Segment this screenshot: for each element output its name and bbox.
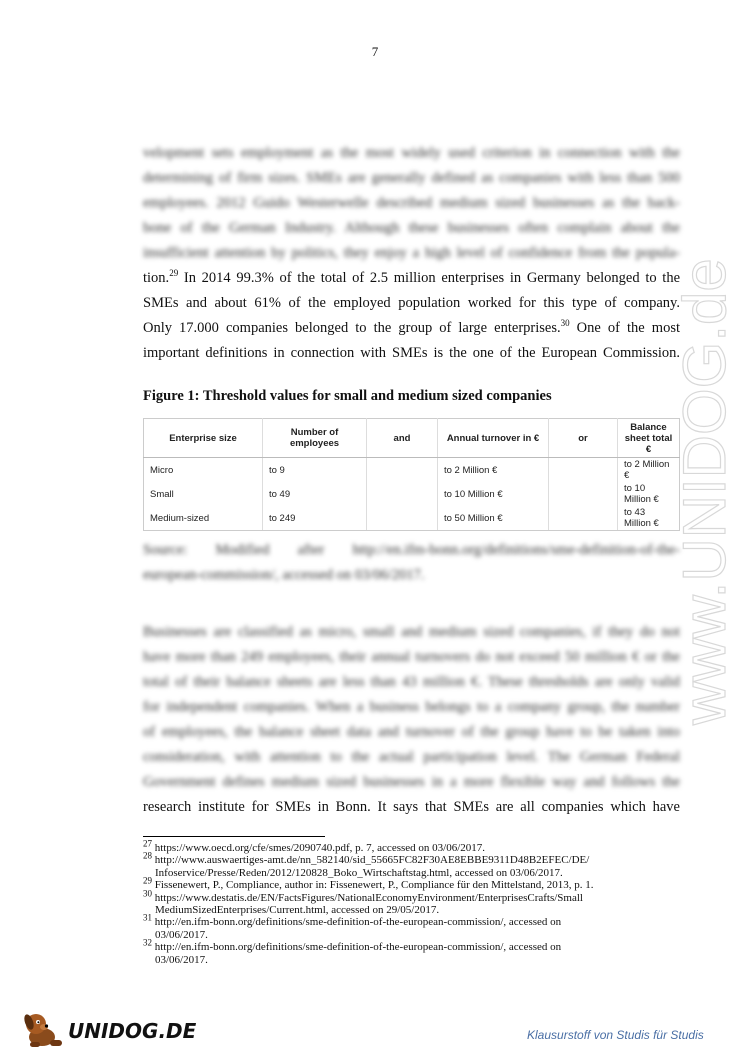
threshold-table bbox=[143, 418, 680, 531]
unidog-logo bbox=[22, 1010, 197, 1050]
table-header: Balance sheet total € bbox=[618, 419, 680, 458]
table-cell: to 249 bbox=[263, 506, 367, 531]
text-fragment: tion. bbox=[143, 270, 170, 286]
paragraph-2 bbox=[143, 620, 680, 820]
table-cell bbox=[549, 458, 618, 483]
table-cell: to 2 Million € bbox=[624, 459, 670, 481]
footnote-continuation: MediumSizedEnterprises/Current.html, accessed on 29/05/2017. bbox=[155, 904, 440, 917]
table-row bbox=[144, 482, 680, 506]
footnote-text: http://en.ifm-bonn.org/definitions/sme-definition-of-the-european-commission/, accessed on bbox=[154, 941, 562, 954]
table-cell: Small bbox=[144, 482, 263, 506]
table-cell: Micro bbox=[144, 458, 263, 483]
table-cell: to 49 bbox=[263, 482, 367, 506]
footnote-ref: 30 bbox=[560, 318, 570, 329]
text-fragment: Only 17.000 companies belonged to the group of large enterprises. bbox=[143, 320, 561, 336]
footnote-continuation: Infoservice/Presse/Reden/2012/120828_Boko_Wirtschaftstag.html, accessed on 03/06/2017. bbox=[155, 866, 563, 879]
footnote-number: 30 bbox=[143, 887, 152, 898]
table-cell bbox=[549, 482, 618, 506]
figure-title: Figure 1: Threshold values for small and medium sized companies bbox=[143, 388, 552, 404]
footnote-number: 28 bbox=[143, 850, 152, 861]
table-row bbox=[144, 506, 680, 531]
table-row bbox=[144, 458, 680, 483]
footnote-number: 31 bbox=[143, 912, 152, 923]
blurred-line: for independent companies. When a business belongs to a company group, the number bbox=[143, 699, 680, 715]
table-cell bbox=[367, 458, 438, 483]
table-cell: to 50 Million € bbox=[438, 506, 549, 531]
blurred-line: european-commission/, accessed on 03/06/2017. bbox=[143, 567, 425, 583]
footnote-continuation: 03/06/2017. bbox=[155, 953, 208, 966]
table-header: Annual turnover in € bbox=[438, 419, 549, 458]
footnote bbox=[143, 875, 683, 892]
logo-text: UNIDOG.DE bbox=[68, 1019, 197, 1043]
table-cell: to 43 Million € bbox=[618, 506, 680, 531]
footnote-text: Fissenewert, P., Compliance, author in: Fissenewert, P., Compliance für den Mittelstand, 2013, p. 1. bbox=[154, 879, 594, 892]
paragraph-1 bbox=[143, 141, 680, 366]
table-cell: Medium-sized bbox=[144, 506, 263, 531]
table-header-row bbox=[144, 419, 680, 458]
blurred-line: consideration, with attention to the actual participation level. The German Federal bbox=[143, 749, 680, 765]
table-cell: to 2 Million € bbox=[438, 458, 549, 483]
table-cell bbox=[367, 482, 438, 506]
blurred-line: determining of firm sizes. SMEs are generally defined as companies with less than 500 bbox=[143, 170, 680, 186]
table-cell bbox=[549, 506, 618, 531]
blurred-line: Source: Modified after http://en.ifm-bonn.org/definitions/sme-definition-of-the- bbox=[143, 542, 680, 558]
footnote-continuation: 03/06/2017. bbox=[155, 928, 208, 941]
footnote-text: http://www.auswaertiges-amt.de/nn_582140/sid_55665FC82F30AE8EBBE9311D48B2EFEC/DE/ bbox=[154, 854, 590, 867]
blurred-line: of employees, the balance sheet data and turnover of the group have to be taken into bbox=[143, 724, 680, 740]
tagline: Klausurstoff von Studis für Studis bbox=[527, 1028, 704, 1042]
footnote-text: http://en.ifm-bonn.org/definitions/sme-definition-of-the-european-commission/, accessed on bbox=[154, 916, 562, 929]
footnote bbox=[143, 887, 683, 917]
text-fragment: In 2014 99.3% of the total of 2.5 million enterprises in Germany belonged to the bbox=[183, 270, 681, 286]
figure-source bbox=[143, 538, 680, 588]
footnote-ref: 29 bbox=[169, 268, 179, 279]
table-cell: to 9 bbox=[263, 458, 367, 483]
footnote-number: 29 bbox=[143, 875, 152, 886]
table-header: Enterprise size bbox=[144, 419, 263, 458]
text-line bbox=[143, 266, 680, 291]
footnote-number: 32 bbox=[143, 937, 152, 948]
footnote bbox=[143, 850, 683, 879]
footnote bbox=[143, 912, 683, 941]
footnotes bbox=[143, 838, 683, 966]
text-line: important definitions in connection with SMEs is the one of the European Commission. bbox=[143, 345, 680, 361]
blurred-line: velopment sets employment as the most widely used criterion in connection with the bbox=[143, 145, 680, 161]
footnote-divider bbox=[143, 836, 325, 837]
blurred-line: employees. 2012 Guido Westerwelle described medium sized businesses as the back- bbox=[143, 195, 680, 211]
table-cell bbox=[367, 506, 438, 531]
table-header: and bbox=[367, 419, 438, 458]
text-fragment: One of the most bbox=[576, 320, 680, 336]
text-line: SMEs and about 61% of the employed population worked for this type of company. bbox=[143, 295, 680, 311]
text-line bbox=[143, 316, 680, 341]
table-header: or bbox=[549, 419, 618, 458]
blurred-line: Government defines medium sized businesses in a more flexible way and follows the bbox=[143, 774, 680, 790]
watermark-text: www.UNIDOG.de bbox=[671, 258, 738, 725]
blurred-line: Businesses are classified as micro, small and medium sized companies, if they do not bbox=[143, 624, 680, 640]
footnote-text: https://www.destatis.de/EN/FactsFigures/NationalEconomyEnvironment/EnterprisesCrafts/Small bbox=[154, 891, 583, 904]
blurred-line: have more than 249 employees, their annual turnovers do not exceed 50 million € or the bbox=[143, 649, 680, 665]
footnote-number: 27 bbox=[143, 838, 152, 849]
footnote bbox=[143, 937, 683, 966]
table-header: Number of employees bbox=[263, 419, 367, 458]
blurred-line: insufficient attention by politics, they enjoy a high level of confidence from the popula- bbox=[143, 245, 680, 261]
table-cell: to 10 Million € bbox=[624, 483, 659, 505]
blurred-line: bone of the German Industry. Although these businesses often complain about the bbox=[143, 220, 680, 236]
dog-icon bbox=[22, 1010, 68, 1050]
footnote-text: https://www.oecd.org/cfe/smes/2090740.pdf, p. 7, accessed on 03/06/2017. bbox=[154, 842, 486, 854]
table-cell: to 10 Million € bbox=[438, 482, 549, 506]
watermark bbox=[655, 250, 745, 730]
footnote bbox=[143, 838, 683, 854]
page-number: 7 bbox=[371, 44, 379, 59]
text-line: research institute for SMEs in Bonn. It says that SMEs are all companies which have bbox=[143, 799, 680, 815]
blurred-line: total of their balance sheets are less than 43 million €. These thresholds are only valid bbox=[143, 674, 680, 690]
